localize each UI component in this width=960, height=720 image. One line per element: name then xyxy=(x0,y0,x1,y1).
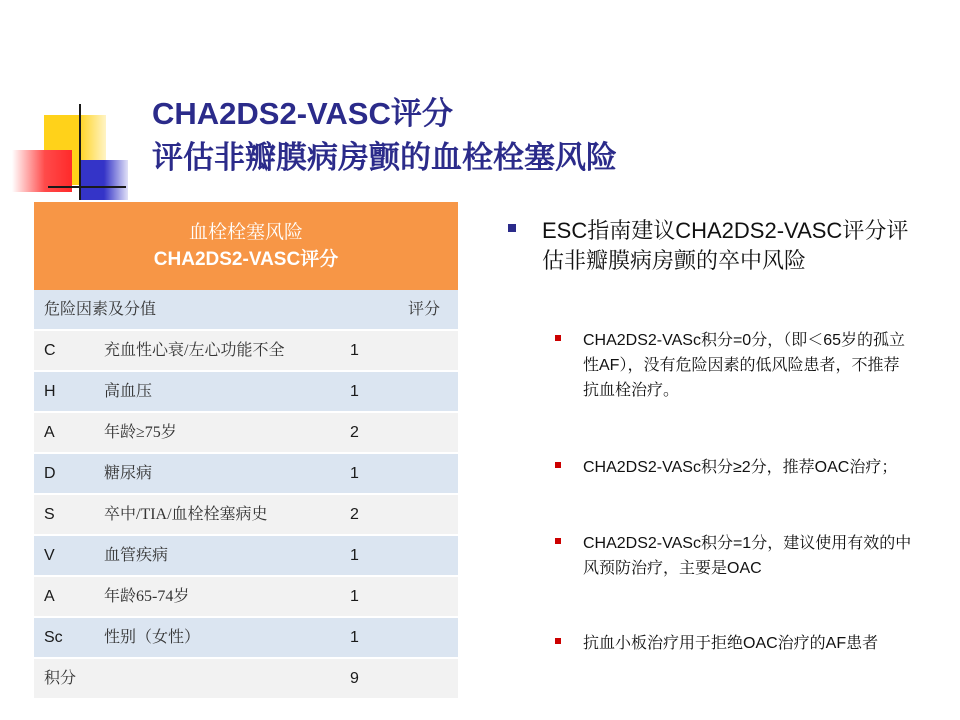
row-value: 1 xyxy=(350,342,359,359)
row-code: C xyxy=(44,342,56,359)
row-desc: 卒中/TIA/血栓栓塞病史 xyxy=(104,506,268,523)
slide-title xyxy=(152,92,617,180)
logo-blue-square xyxy=(80,160,128,200)
sub-bullet-text: CHA2DS2-VASc积分=0分，（即＜65岁的孤立性AF），没有危险因素的低风险患者，不推荐抗血栓治疗。 xyxy=(583,332,906,399)
main-bullet-text: ESC指南建议CHA2DS2-VASC评分评估非瓣膜病房颤的卒中风险 xyxy=(542,218,909,273)
row-code: D xyxy=(44,465,56,482)
title-line-2: 评估非瓣膜病房颤的血栓栓塞风险 xyxy=(152,140,617,175)
sub-bullet-square-icon xyxy=(555,638,561,644)
row-code: A xyxy=(44,588,55,605)
row-value: 1 xyxy=(350,629,359,646)
total-label: 积分 xyxy=(44,670,77,687)
row-value: 1 xyxy=(350,588,359,605)
row-value: 1 xyxy=(350,465,359,482)
sub-bullet-square-icon xyxy=(555,462,561,468)
row-desc: 血管疾病 xyxy=(104,547,169,564)
score-table xyxy=(34,202,458,687)
table-header-line-1: 血栓栓塞风险 xyxy=(188,222,303,243)
row-code: Sc xyxy=(44,629,63,646)
table-header xyxy=(34,202,458,290)
table-row xyxy=(34,454,458,493)
table-row xyxy=(34,536,458,575)
title-line-1: CHA2DS2-VASC评分 xyxy=(152,96,453,131)
row-desc: 年龄65-74岁 xyxy=(104,588,190,605)
row-desc: 性别（女性） xyxy=(104,629,201,646)
row-value: 1 xyxy=(350,383,359,400)
sub-bullet-text: CHA2DS2-VASc积分≥2分，推荐OAC治疗； xyxy=(583,459,898,476)
total-value: 9 xyxy=(350,670,359,687)
row-code: S xyxy=(44,506,55,523)
row-code: H xyxy=(44,383,56,400)
table-row xyxy=(34,372,458,411)
row-value: 1 xyxy=(350,547,359,564)
sub-bullet-square-icon xyxy=(555,538,561,544)
row-desc: 糖尿病 xyxy=(104,465,153,482)
row-value: 2 xyxy=(350,424,359,441)
sub-bullet-text: 抗血小板治疗用于拒绝OAC治疗的AF患者 xyxy=(583,635,879,652)
bullet-square-icon xyxy=(508,224,516,232)
row-desc: 年龄≥75岁 xyxy=(104,424,177,441)
column-header-factor: 危险因素及分值 xyxy=(44,301,157,318)
row-code: A xyxy=(44,424,55,441)
row-code: V xyxy=(44,547,55,564)
sub-bullet-square-icon xyxy=(555,335,561,341)
table-row xyxy=(34,618,458,657)
table-header-line-2: CHA2DS2-VASC评分 xyxy=(153,249,339,270)
table-column-header-row xyxy=(34,290,458,329)
table-row xyxy=(34,495,458,534)
table-row xyxy=(34,331,458,370)
row-value: 2 xyxy=(350,506,359,523)
table-row xyxy=(34,577,458,616)
table-row xyxy=(34,413,458,452)
row-desc: 高血压 xyxy=(104,383,153,400)
column-header-score: 评分 xyxy=(408,301,441,318)
logo-horizontal-line xyxy=(48,186,126,188)
table-total-row xyxy=(34,659,458,698)
sub-bullet-text: CHA2DS2-VASc积分=1分，建议使用有效的中风预防治疗，主要是OAC xyxy=(583,535,912,577)
row-desc: 充血性心衰/左心功能不全 xyxy=(104,342,285,359)
